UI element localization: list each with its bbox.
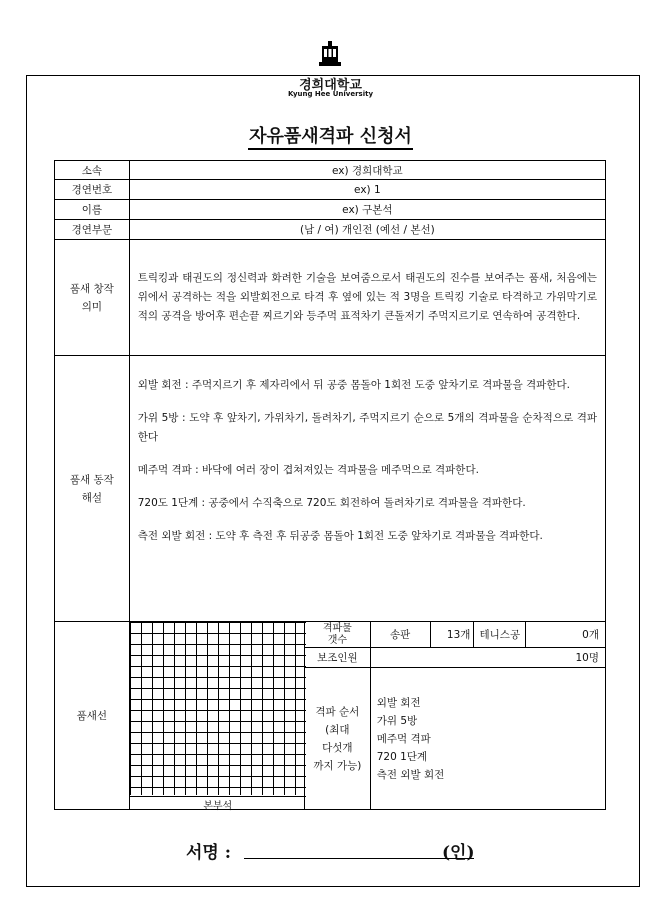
explain-paragraph: 가위 5방 : 도약 후 앞차기, 가위차기, 돌려차기, 주먹지르기 순으로 5개의 격파물을 순차적으로 격파한다 (137, 412, 597, 443)
university-emblem-icon (318, 40, 342, 70)
logo-english: Kyung Hee University (287, 90, 374, 98)
explain-label: 품새 동작 해설 (55, 356, 130, 622)
assistant-label: 보조인원 (304, 648, 370, 668)
diagram-grid[interactable] (130, 622, 306, 795)
application-form-table (54, 160, 606, 810)
name-label: 이름 (55, 200, 130, 220)
row-division (55, 220, 606, 240)
diagram-grid-cell[interactable] (129, 622, 304, 810)
explain-paragraph: 720도 1단계 : 공중에서 수직축으로 720도 회전하여 돌려차기로 격파물을 격파한다. (137, 497, 526, 509)
diagram-label: 품새선 (55, 622, 130, 810)
order-item: 가위 5방 (376, 715, 418, 728)
intent-text[interactable]: 트릭킹과 태권도의 정신력과 화려한 기술을 보여줌으로서 태권도의 진수를 보여주는 품새, 처음에는 위에서 공격하는 적을 외발회전으로 타격 후 옆에 있는 적 3명을 트릭킹 기술로 타격하고 가위막기로 적의 공격을 방어후 편손끝 찌르기와 등주먹 표적차기 큰돌저기 주먹지르기로 연속하여 공격한다. (129, 240, 605, 356)
division-value[interactable]: (남 / 여) 개인전 (예선 / 본선) (129, 220, 605, 240)
assistant-count[interactable]: 10명 (370, 648, 605, 668)
order-list[interactable] (370, 668, 605, 810)
explain-text[interactable] (129, 356, 605, 622)
order-item: 외발 회전 (376, 697, 421, 710)
intent-label: 품새 창작 의미 (55, 240, 130, 356)
explain-paragraph: 측전 외발 회전 : 도약 후 측전 후 뒤공중 몸돌아 1회전 도중 앞차기로 격파물을 격파한다. (137, 530, 543, 542)
order-label: 격파 순서 (최대 다섯개 까지 가능) (304, 668, 370, 810)
row-intent (55, 240, 606, 356)
row-name (55, 200, 606, 220)
tennis-count[interactable]: 0개 (526, 622, 606, 648)
order-item: 720 1단계 (376, 751, 428, 764)
row-diagram-count (55, 622, 606, 648)
division-label: 경연부문 (55, 220, 130, 240)
explain-paragraph: 외발 회전 : 주먹지르기 후 제자리에서 뒤 공중 몸돌아 1회전 도중 앞차기로 격파물을 격파한다. (137, 379, 570, 391)
signature-seal[interactable]: (인) (442, 843, 475, 863)
order-item: 메주먹 격파 (376, 733, 431, 746)
explain-paragraph: 메주먹 격파 : 바닥에 여러 장이 겹쳐져있는 격파물을 메주먹으로 격파한다. (137, 464, 479, 476)
order-item: 측전 외발 회전 (376, 769, 445, 782)
name-value[interactable]: ex) 구본석 (129, 200, 605, 220)
pine-label: 송판 (370, 622, 430, 648)
logo-korean: 경희대학교 (299, 78, 362, 93)
number-label: 경연번호 (55, 180, 130, 200)
row-affiliation (55, 161, 606, 180)
grid-caption: 본부석 (130, 796, 306, 812)
row-number (55, 180, 606, 200)
page-title: 자유품새격파 신청서 (0, 122, 661, 148)
row-explain (55, 356, 606, 622)
affiliation-label: 소속 (55, 161, 130, 180)
signature-area (186, 838, 476, 863)
pine-count[interactable]: 13개 (430, 622, 474, 648)
signature-line (244, 858, 474, 859)
tennis-label: 테니스공 (474, 622, 526, 648)
number-value[interactable]: ex) 1 (129, 180, 605, 200)
count-label: 격파물 갯수 (304, 622, 370, 648)
affiliation-value[interactable]: ex) 경희대학교 (129, 161, 605, 180)
signature-label: 서명 : (186, 843, 232, 863)
